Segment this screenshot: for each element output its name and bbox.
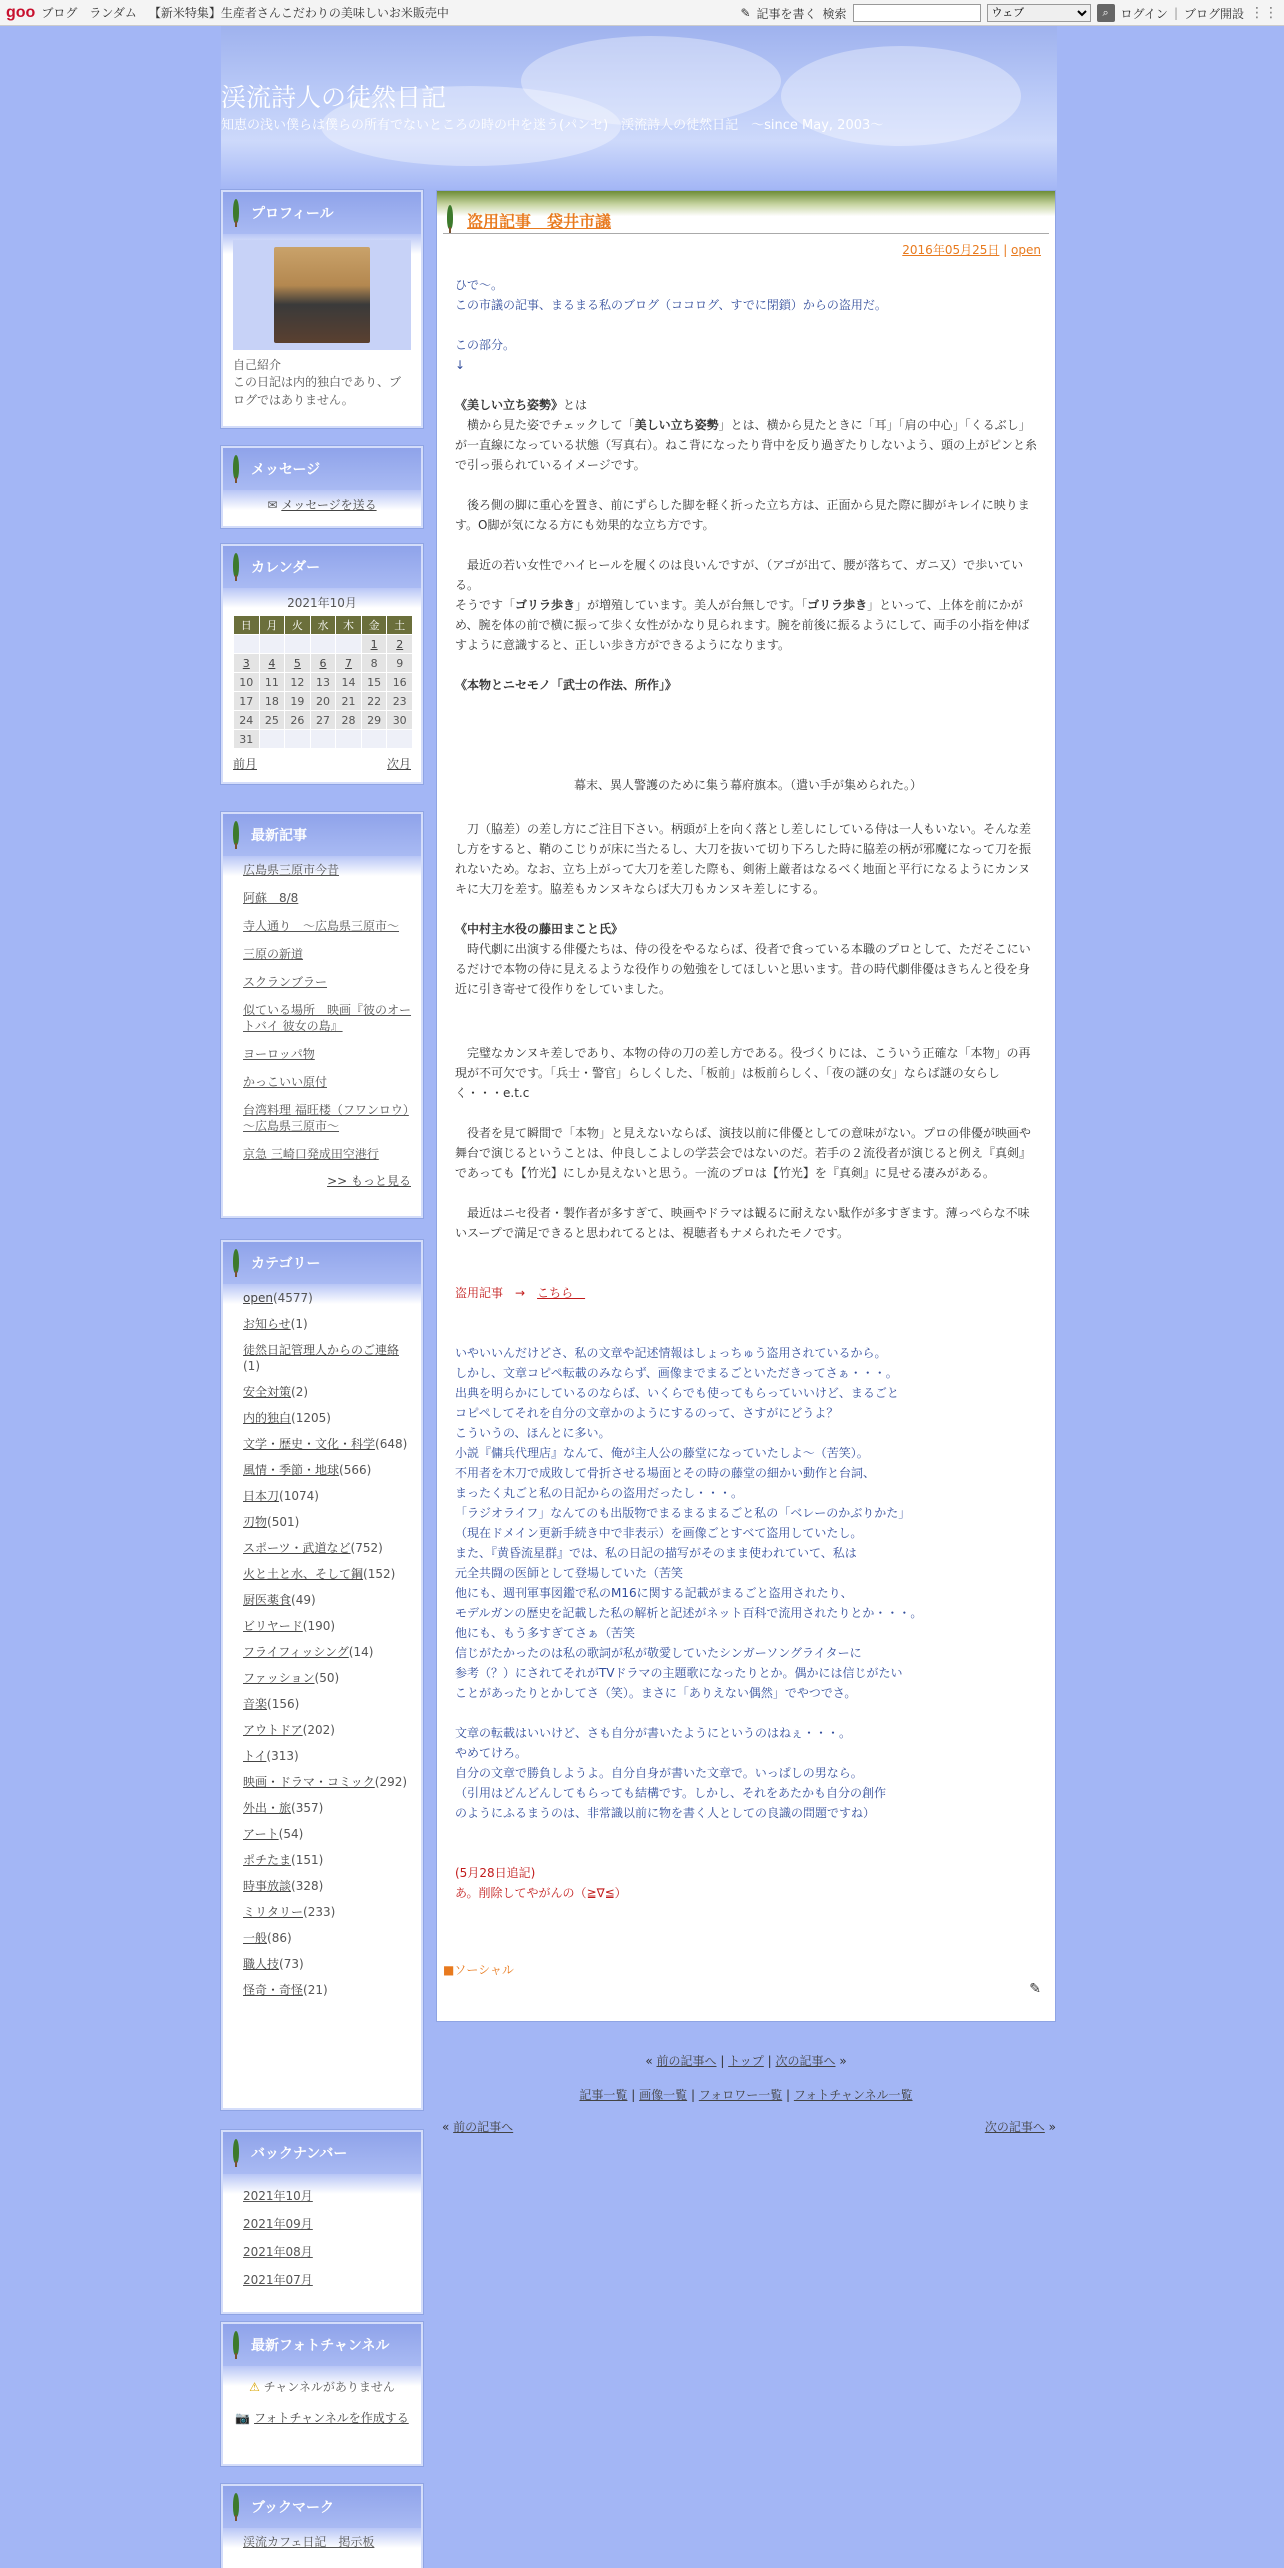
category-item: [243, 1696, 411, 1712]
postscript-date: (5月28日追記): [455, 1866, 536, 1880]
message-heading: メッセージ: [251, 462, 321, 478]
search-icon: ⌕: [1102, 6, 1109, 19]
category-item: [243, 1852, 411, 1868]
category-count: (566): [339, 1463, 372, 1477]
category-count: (73): [279, 1957, 304, 1971]
calendar-month: 2021年10月: [287, 596, 357, 610]
calendar-day: 9: [387, 654, 412, 672]
more-posts-link[interactable]: >> もっと見る: [327, 1174, 411, 1188]
calendar-weekday: 金: [362, 616, 387, 634]
quote-heading: 《美しい立ち姿勢》とは: [455, 398, 588, 412]
category-link[interactable]: トイ: [243, 1749, 267, 1763]
post-comment-line: 他にも、週刊軍事図鑑で私のM16に関する記載がまるごと盗用されたり、: [455, 1586, 853, 1600]
quote-text: 最近はニセ役者・製作者が多すぎて、映画やドラマは観るに耐えない駄作が多すぎます。薄っぺらな不味いスープで満足できると思われてるとは、視聴者もナメられたモノです。: [455, 1206, 1030, 1240]
post-comment-line: 信じがたかったのは私の歌詞が私が敬愛していたシンガーソングライターに: [455, 1646, 862, 1660]
photo-channel-list-link[interactable]: フォトチャンネル一覧: [793, 2088, 913, 2102]
backnumber-link[interactable]: 2021年09月: [243, 2217, 313, 2231]
post-title[interactable]: 盗用記事 袋井市議: [467, 212, 612, 231]
calendar-day: 31: [234, 730, 259, 748]
backnumber-link[interactable]: 2021年08月: [243, 2245, 313, 2259]
calendar-day: 16: [387, 673, 412, 691]
category-link[interactable]: スポーツ・武道など: [243, 1541, 351, 1555]
quote-text: 刀（脇差）の差し方にご注目下さい。柄頭が上を向く落とし差しにしている侍は一人もいない。そんな差し方をすると、鞘のこじりが床に当たるし、大刀を抜いて切り下ろした時に脇差の柄が邪魔になって刀を振れないため。なお、立ち上がって大刀を差した際も、剣術上厳者はなるべく地面と平行になるようにカンヌキに大刀を差す。脇差もカンヌキならば大刀もカンヌキ差しにする。: [455, 822, 1032, 896]
search-input[interactable]: [853, 4, 981, 22]
category-count: (21): [303, 1983, 328, 1997]
category-count: (648): [375, 1437, 408, 1451]
category-item: [243, 1540, 411, 1556]
category-link[interactable]: 職人技: [243, 1957, 280, 1971]
avatar[interactable]: [274, 247, 370, 343]
source-link-line: 盗用記事 → こちら: [455, 1286, 586, 1300]
post-comment-line: 他にも、もう多すぎてさぁ（苦笑: [455, 1626, 636, 1640]
category-count: (86): [267, 1931, 292, 1945]
post-text: この市議の記事、まるまる私のブログ（ココログ、すでに閉鎖）からの盗用だ。: [455, 298, 887, 312]
category-count: (54): [278, 1827, 304, 1841]
post-text: この部分。: [455, 338, 516, 352]
main-post: [436, 190, 1056, 2022]
post-text: ↓: [455, 358, 466, 372]
tree-icon: [445, 205, 455, 233]
open-blog-link[interactable]: ブログ開設: [1183, 6, 1244, 21]
category-count: (328): [291, 1879, 324, 1893]
category-link[interactable]: 火と土と水、そして鋼: [243, 1567, 364, 1581]
backnumber-link[interactable]: 2021年07月: [243, 2273, 313, 2287]
calendar-day: [260, 730, 285, 748]
recent-post-link[interactable]: 阿蘇 8/8: [243, 891, 299, 905]
calendar-day[interactable]: [260, 654, 285, 672]
category-count: (4577): [272, 1291, 313, 1305]
category-item: [243, 1826, 411, 1842]
category-count: (1): [243, 1359, 260, 1373]
tree-icon: [231, 199, 241, 227]
category-count: (1205): [291, 1411, 331, 1425]
calendar-day-link[interactable]: 4: [268, 656, 276, 670]
calendar-prev-link[interactable]: 前月: [233, 757, 258, 771]
category-link[interactable]: ポチたま: [243, 1853, 292, 1867]
recent-posts-box: [221, 812, 423, 1218]
calendar-day: 22: [362, 692, 387, 710]
tree-icon: [231, 2493, 241, 2521]
post-comment-line: 参考（？）にされてそれがTVドラマの主題歌になったりとか。偶かには信じがたい: [455, 1666, 903, 1680]
quote-text: 完璧なカンヌキ差しであり、本物の侍の刀の差し方である。役づくりには、こういう正確な「本物」の再現が不可欠です。「兵士・警官」らしくした、「板前」は板前らしく、「夜の謎の女」ならば謎の女らしく・・・e.t.c: [455, 1046, 1031, 1100]
bookmark-link[interactable]: 渓流カフェ日記 掲示板: [243, 2535, 375, 2549]
category-link[interactable]: ミリタリー: [243, 1905, 304, 1919]
calendar-day: 21: [336, 692, 361, 710]
topbar-right: [740, 0, 1278, 26]
post-comment-line: 不用者を木刀で成敗して骨折させる場面とその時の藤堂の細かい動作と台詞、: [455, 1466, 876, 1480]
next-post-link[interactable]: 次の記事へ: [775, 2054, 836, 2068]
post-date-link[interactable]: 2016年05月25日: [902, 243, 1000, 257]
recent-post-link[interactable]: 三原の新道: [243, 947, 304, 961]
post-category-link[interactable]: open: [1011, 243, 1041, 257]
recent-post-link[interactable]: 京急 三崎口発成田空港行: [243, 1147, 379, 1161]
site-title[interactable]: 渓流詩人の徒然日記: [221, 83, 447, 112]
category-count: (501): [267, 1515, 300, 1529]
post-meta-sep: |: [999, 243, 1012, 257]
calendar-day: [336, 635, 361, 653]
list-nav: 記事一覧 | 画像一覧 | フォロワー一覧 | フォトチャンネル一覧: [579, 2088, 913, 2102]
top-link[interactable]: トップ: [728, 2054, 764, 2068]
post-comment-line: こういうの、ほんとに多い。: [455, 1426, 611, 1440]
category-item: [243, 1956, 411, 1972]
category-box: [221, 1240, 423, 2110]
recent-post-link[interactable]: 広島県三原市今昔: [243, 863, 340, 877]
category-link[interactable]: open: [243, 1291, 273, 1305]
top-bar: [0, 0, 1284, 26]
post-meta: [902, 241, 1041, 258]
search-label: 検索: [822, 6, 847, 21]
quote-heading: 《中村主水役の藤田まこと氏》: [455, 922, 624, 936]
category-link[interactable]: 日本刀: [243, 1489, 280, 1503]
category-count: (752): [350, 1541, 383, 1555]
category-item: [243, 1410, 411, 1426]
calendar-weekday: 月: [260, 616, 285, 634]
calendar-day: 19: [285, 692, 310, 710]
calendar-day: 10: [234, 673, 259, 691]
send-message-link[interactable]: メッセージを送る: [281, 498, 377, 512]
quote-text: そうです「ゴリラ歩き」が増殖しています。美人が台無しです。「ゴリラ歩き」といって、上体を前にかがめ、腕を体の前で横に振って歩く女性がかなり見られます。腕を前後に振るようにして、両手の小指を伸ばすように意識すると、正しい歩き方ができるようになります。: [455, 598, 1030, 652]
category-link[interactable]: ビリヤード: [243, 1619, 303, 1633]
profile-heading: プロフィール: [223, 192, 421, 234]
camera-icon: 📷: [235, 2411, 251, 2425]
recent-post-link[interactable]: 台湾料理 福旺楼（フワンロウ）～広島県三原市～: [243, 1103, 409, 1133]
recent-post-link[interactable]: 寺人通り ～広島県三原市～: [243, 919, 400, 933]
tree-icon: [231, 1249, 241, 1277]
grid-menu-icon[interactable]: ⋮⋮: [1250, 5, 1278, 21]
post-comment-line: 文章の転載はいいけど、さも自分が書いたようにというのはねぇ・・・。: [455, 1726, 852, 1740]
category-item: [243, 1618, 411, 1634]
category-count: (190): [302, 1619, 336, 1633]
photo-channel-heading: 最新フォトチャンネル: [251, 2338, 390, 2354]
category-item: [243, 1800, 411, 1816]
calendar-day[interactable]: [336, 654, 361, 672]
category-link[interactable]: 徒然日記管理人からのご連絡: [243, 1343, 400, 1357]
backnumber-link[interactable]: 2021年10月: [243, 2189, 313, 2203]
topbar-link-rice[interactable]: 【新米特集】生産者さんこだわりの美味しいお米販売中: [148, 6, 449, 20]
divider: [443, 233, 1049, 234]
calendar-day[interactable]: [387, 635, 412, 653]
category-count: (49): [291, 1593, 316, 1607]
calendar-day[interactable]: [362, 635, 387, 653]
recent-post-link[interactable]: 似ている場所 映画『彼のオートバイ 彼女の島』: [243, 1003, 412, 1033]
create-photo-channel-link[interactable]: フォトチャンネルを作成する: [254, 2411, 409, 2425]
calendar-day: [387, 730, 412, 748]
category-count: (152): [363, 1567, 396, 1581]
login-link[interactable]: ログイン: [1120, 6, 1168, 21]
pencil-icon: ✎: [740, 6, 751, 20]
calendar-table: [233, 615, 413, 749]
no-channel-text: チャンネルがありません: [263, 2380, 395, 2394]
category-item: [243, 1592, 411, 1608]
calendar-day: 30: [387, 711, 412, 729]
category-item: [243, 1316, 411, 1332]
category-count: (156): [267, 1697, 300, 1711]
calendar-day: 11: [260, 673, 285, 691]
calendar-day: 29: [362, 711, 387, 729]
post-comment-line: モデルガンの歴史を記載した私の解析と記述がネット百科で流用されたりとか・・・。: [455, 1606, 923, 1620]
category-count: (151): [291, 1853, 324, 1867]
calendar-day-link[interactable]: 7: [345, 656, 353, 670]
warning-icon: ⚠: [249, 2380, 260, 2394]
quote-text: 役者を見て瞬間で「本物」と見えないならば、演技以前に俳優としての意味がない。プロの俳優が映画や舞台で演じるということは、仲良しこよしの学芸会ではないのだ。若手の２流役者が演じると例え『真剣』であっても【竹光】にしか見えないと思う。一流のプロは【竹光】を『真剣』に見せる凄みがある。: [455, 1126, 1032, 1180]
calendar-day-link[interactable]: 3: [242, 656, 250, 670]
category-item: [243, 1566, 411, 1582]
next-post-link-2[interactable]: 次の記事へ: [984, 2120, 1045, 2134]
calendar-day-link[interactable]: 5: [293, 656, 301, 670]
calendar-day[interactable]: [285, 654, 310, 672]
calendar-day: 24: [234, 711, 259, 729]
post-comment-line: （現在ドメイン更新手続き中で非表示）を画像ごとすべて盗用していたし。: [455, 1526, 863, 1540]
calendar-weekday: 日: [234, 616, 259, 634]
category-item: [243, 1774, 411, 1790]
calendar-weekday: 木: [336, 616, 361, 634]
site-description: 知恵の浅い僕らは僕らの所有でないところの時の中を迷う(パンセ) 渓流詩人の徒然日記 ～since May, 2003～: [221, 118, 884, 133]
calendar-weekday: 火: [285, 616, 310, 634]
calendar-box: [221, 544, 423, 784]
recent-post-link[interactable]: スクランブラー: [243, 975, 328, 989]
category-link[interactable]: 音楽: [243, 1697, 268, 1711]
topbar-divider: |: [1173, 6, 1178, 20]
profile-photo-frame: [233, 240, 411, 350]
category-link[interactable]: 刃物: [243, 1515, 268, 1529]
calendar-day: [311, 635, 336, 653]
category-count: (50): [314, 1671, 340, 1685]
post-comment-line: ことがあったりとかしてさ（笑）。まさに「ありえない偶然」でやつでさ。: [455, 1686, 857, 1700]
category-link[interactable]: 安全対策: [243, 1385, 292, 1399]
tree-icon: [231, 2331, 241, 2359]
next-nav: 次の記事へ »: [984, 2120, 1056, 2134]
calendar-day: [336, 730, 361, 748]
category-link[interactable]: 風情・季節・地球: [243, 1463, 340, 1477]
quote-text: 時代劇に出演する俳優たちは、侍の役をやるならば、役者で食っている本職のプロとして、ただそこにいるだけで本物の侍に見えるような役作りの勉強をしてほしいと思います。昔の時代劇俳優はきちんと役を身近に引き寄せて役作りをしていました。: [455, 942, 1031, 996]
edit-pen-icon[interactable]: ✎: [1029, 1981, 1041, 1997]
category-item: [243, 1514, 411, 1530]
calendar-next-link[interactable]: 次月: [386, 757, 411, 771]
calendar-day: 17: [234, 692, 259, 710]
postscript-text: あ。削除してやがんの（≧∇≦）: [455, 1886, 627, 1900]
profile-box: [221, 190, 423, 428]
category-count: (357): [291, 1801, 324, 1815]
prev-post-link-2[interactable]: 前の記事へ: [453, 2120, 514, 2134]
topbar-link-random[interactable]: ランダム: [89, 6, 137, 20]
category-item: [243, 1722, 411, 1738]
category-link[interactable]: 怪奇・奇怪: [243, 1983, 304, 1997]
topbar-link-blog[interactable]: ブログ: [41, 6, 78, 20]
category-link[interactable]: アート: [243, 1827, 279, 1841]
calendar-day: [285, 730, 310, 748]
message-box: [221, 446, 423, 528]
recent-heading: 最新記事: [251, 828, 307, 844]
category-link[interactable]: 文学・歴史・文化・科学: [243, 1437, 376, 1451]
post-list-link[interactable]: 記事一覧: [579, 2088, 628, 2102]
tree-icon: [231, 2139, 241, 2167]
calendar-day: 13: [311, 673, 336, 691]
recent-post-link[interactable]: かっこいい原付: [243, 1075, 328, 1089]
category-item: [243, 1904, 411, 1920]
category-count: (292): [374, 1775, 408, 1789]
category-item: [243, 1670, 411, 1686]
quote-text: 後ろ側の脚に重心を置き、前にずらした脚を軽く折った立ち方は、正面から見た際に脚がキレイに映ります。O脚が気になる方にも効果的な立ち方です。: [455, 498, 1030, 532]
tree-icon: [231, 455, 241, 483]
category-link[interactable]: ファッション: [243, 1671, 315, 1685]
source-link[interactable]: こちら: [537, 1286, 586, 1300]
calendar-day: [260, 635, 285, 653]
calendar-day: 20: [311, 692, 336, 710]
quote-text: 横から見た姿でチェックして「美しい立ち姿勢」とは、横から見たときに「耳」「肩の中心」「くるぶし」が一直線になっている状態（写真右）。ねこ背になったり背中を反り過ぎたりしないよう、頭の上がピンと糸で引っ張られているイメージです。: [455, 418, 1038, 472]
search-button[interactable]: [1097, 4, 1115, 22]
category-heading: カテゴリー: [251, 1256, 321, 1272]
category-link[interactable]: 厨医薬食: [243, 1593, 292, 1607]
post-comment-line: 「ラジオライフ」なんてのも出版物でまるまるまるごと私の「ベレーのかぶりかた」: [455, 1506, 911, 1520]
category-link[interactable]: 内的独白: [243, 1411, 292, 1425]
calendar-day: 12: [285, 673, 310, 691]
post-body: [455, 275, 1041, 1903]
tree-icon: [231, 553, 241, 581]
search-scope-select[interactable]: [987, 4, 1091, 22]
site-header: [221, 26, 1057, 190]
calendar-day-link[interactable]: 1: [370, 637, 378, 651]
prev-post-link[interactable]: 前の記事へ: [656, 2054, 717, 2068]
calendar-day-link[interactable]: 2: [396, 637, 404, 651]
write-post-link[interactable]: 記事を書く: [756, 6, 817, 21]
category-link[interactable]: アウトドア: [243, 1723, 303, 1737]
post-comment-line: 自分の文章で勝負しようよ。自分自身が書いた文章で。いっぱしの男なら。: [455, 1766, 863, 1780]
calendar-day: 15: [362, 673, 387, 691]
social-label: ■ソーシャル: [443, 1963, 514, 1977]
category-item: [243, 1644, 411, 1660]
calendar-day[interactable]: [234, 654, 259, 672]
calendar-day: 23: [387, 692, 412, 710]
calendar-weekday: 土: [387, 616, 412, 634]
category-count: (202): [302, 1723, 335, 1737]
profile-text: この日記は内的独白であり、ブログではありません。: [233, 375, 402, 407]
prev-nav: « 前の記事へ: [442, 2120, 514, 2134]
post-comment-line: 小説『傭兵代理店』なんて、俺が主人公の藤堂になっていたしよ～（苦笑）。: [455, 1446, 869, 1460]
category-item: [243, 1982, 411, 1998]
calendar-day: 26: [285, 711, 310, 729]
category-link[interactable]: 外出・旅: [243, 1801, 292, 1815]
calendar-weekday: 水: [311, 616, 336, 634]
bookmark-heading: ブックマーク: [251, 2500, 335, 2516]
calendar-day: 14: [336, 673, 361, 691]
calendar-day: 8: [362, 654, 387, 672]
category-item: [243, 1488, 411, 1504]
category-link[interactable]: お知らせ: [243, 1317, 291, 1331]
quote-caption: 幕末、異人警護のために集う幕府旗本。（遣い手が集められた。）: [573, 778, 922, 792]
post-comment-line: 出典を明らかにしているのならば、いくらでも使ってもらっていいけど、まるごと: [455, 1386, 899, 1400]
recent-post-link[interactable]: ヨーロッパ物: [243, 1047, 315, 1061]
post-comment-line: まったく丸ごと私の日記からの盗用だったし・・・。: [455, 1486, 744, 1500]
calendar-day-link[interactable]: 6: [319, 656, 327, 670]
category-item: [243, 1930, 411, 1946]
backnumber-box: [221, 2130, 423, 2314]
image-list-link[interactable]: 画像一覧: [639, 2088, 688, 2102]
calendar-day: [285, 635, 310, 653]
category-count: (2): [291, 1385, 309, 1399]
category-link[interactable]: 映画・ドラマ・コミック: [243, 1775, 375, 1789]
post-comment-line: いやいいんだけどさ、私の文章や記述情報はしょっちゅう盗用されているから。: [455, 1346, 887, 1360]
category-link[interactable]: 時事放談: [243, 1879, 292, 1893]
quote-heading: 《本物とニセモノ「武士の作法、所作」》: [455, 678, 677, 692]
category-item: [243, 1878, 411, 1894]
calendar-day: 18: [260, 692, 285, 710]
category-count: (1): [290, 1317, 308, 1331]
category-link[interactable]: 一般: [243, 1931, 268, 1945]
category-count: (14): [348, 1645, 374, 1659]
calendar-heading: カレンダー: [251, 560, 321, 576]
follower-list-link[interactable]: フォロワー一覧: [698, 2088, 783, 2102]
goo-logo[interactable]: goo: [6, 3, 36, 21]
category-link[interactable]: フライフィッシング: [243, 1645, 349, 1659]
category-item: [243, 1748, 411, 1764]
envelope-icon: ✉: [267, 498, 278, 512]
backnumber-heading: バックナンバー: [251, 2146, 348, 2162]
category-item: [243, 1342, 411, 1374]
post-comment-line: コピペしてそれを自分の文章かのようにするのって、さすがにどうよ？: [455, 1406, 839, 1420]
post-comment-line: しかし、文章コピペ転載のみならず、画像までまるごといただきってさぁ・・・。: [455, 1366, 898, 1380]
calendar-day: 27: [311, 711, 336, 729]
post-comment-line: やめてけろ。: [455, 1746, 528, 1760]
category-count: (1074): [279, 1489, 319, 1503]
post-comment-line: のようにふるまうのは、非常識以前に物を書く人としての良識の問題ですね）: [455, 1806, 876, 1820]
post-comment-line: 元全共闘の医師として登場していた（苦笑: [455, 1566, 684, 1580]
calendar-day: [311, 730, 336, 748]
post-text: ひで～。: [455, 278, 504, 292]
calendar-day: [234, 635, 259, 653]
calendar-day: 28: [336, 711, 361, 729]
category-item: [243, 1290, 411, 1306]
bookmark-box: [221, 2484, 423, 2568]
category-item: [243, 1384, 411, 1400]
calendar-day: 25: [260, 711, 285, 729]
category-count: (313): [266, 1749, 299, 1763]
category-item: [243, 1436, 411, 1452]
profile-label: 自己紹介: [233, 358, 282, 372]
category-item: [243, 1462, 411, 1478]
post-comment-line: （引用はどんどんしてもらっても結構です。しかし、それをあたかも自分の創作: [455, 1786, 887, 1800]
category-count: (233): [303, 1905, 336, 1919]
photo-channel-box: [221, 2322, 423, 2466]
quote-text: 最近の若い女性でハイヒールを履くのは良いんですが、（アゴが出て、腰が落ちて、ガニ又）で歩いている。: [455, 558, 1024, 592]
calendar-day[interactable]: [311, 654, 336, 672]
post-nav: « 前の記事へ | トップ | 次の記事へ »: [645, 2054, 847, 2068]
calendar-day: [362, 730, 387, 748]
tree-icon: [231, 821, 241, 849]
post-comment-line: また、『黄昏流星群』では、私の日記の描写がそのまま使われていて、私は: [455, 1546, 857, 1560]
